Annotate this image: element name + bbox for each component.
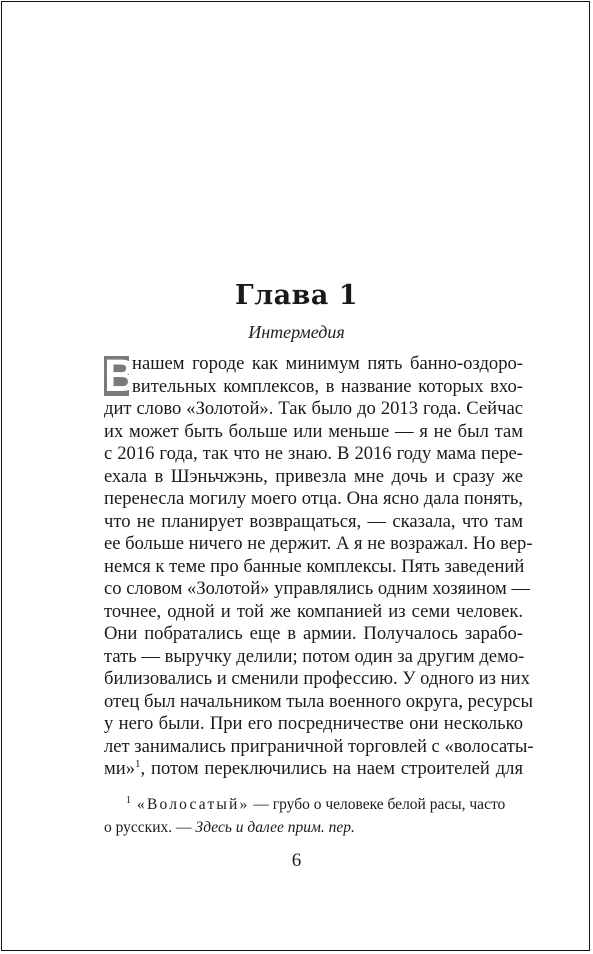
text-line: у него были. При его посредничестве они несколько [104, 713, 523, 734]
text-line: Они побратались еще в армии. Получалось зарабо- [104, 623, 523, 644]
page-number: 6 [291, 850, 302, 871]
text-line: дит слово «Золотой». Так было до 2013 года. Сейчас [104, 398, 523, 419]
text-line: билизовались и сменили профессию. У одного из них [104, 668, 530, 689]
footnote-line [104, 816, 523, 839]
text-fragment: ми» [104, 758, 136, 779]
text-line: вительных комплексов, в название которых вхо- [132, 375, 523, 397]
text-fragment: , потом переключились на наем строителей для [140, 758, 523, 779]
chapter-title: Глава 1 [234, 280, 359, 311]
footnote-block [104, 793, 523, 839]
chapter-subtitle: Интермедия [248, 322, 345, 342]
text-line: ехала в Шэньчжэнь, привезла мне дочь и сразу же [104, 465, 523, 487]
footnote-text: о русских. — [104, 819, 196, 836]
text-line: тать — выручку делили; потом один за другим демо- [104, 645, 525, 667]
footnote-number: 1 [126, 794, 131, 806]
footnote-line [104, 793, 523, 816]
text-line: точнее, одной и той же компанией из семи человек. [104, 600, 523, 622]
body-text [104, 350, 534, 781]
text-line: ее больше ничего не держит. А я не возражал. Но вер- [104, 533, 533, 554]
drop-cap: В [104, 350, 137, 401]
footnote-ref-link[interactable]: 1 [135, 757, 141, 770]
text-line: отец был начальником тыла военного округа, ресурсы [104, 690, 533, 712]
text-line-with-footnote-ref [104, 758, 523, 781]
footnote-term: «Волосатый» [137, 796, 250, 813]
text-line: перенесла могилу моего отца. Она ясно дала понять, [104, 488, 523, 509]
text-line: немся к теме про банные комплексы. Пять заведений [104, 555, 525, 577]
footnote-editor-note: Здесь и далее прим. пер. [195, 819, 355, 836]
text-line: лет занимались приграничной торговлей с «волосаты- [104, 735, 534, 757]
text-line: что не планирует возвращаться, — сказала, что там [104, 510, 523, 532]
text-line: со словом «Золотой» управлялись одним хозяином — [104, 578, 531, 599]
footnote-text: — грубо о человеке белой расы, часто [249, 796, 506, 813]
text-line: их может быть больше или меньше — я не был там [104, 420, 523, 442]
text-line: нашем городе как минимум пять банно-оздоро- [132, 353, 523, 374]
text-line: с 2016 года, так что не знаю. В 2016 году мама пере- [104, 443, 523, 464]
